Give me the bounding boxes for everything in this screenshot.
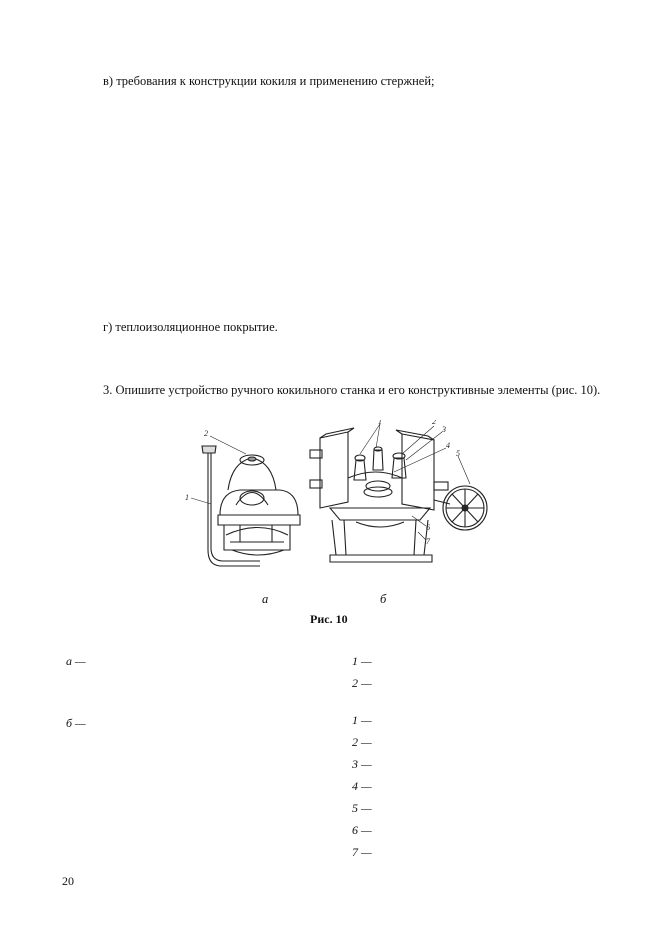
figure-sub-a: а bbox=[262, 592, 269, 606]
figure-sub-b: б bbox=[380, 592, 387, 606]
answer-b-line: 2 — bbox=[352, 735, 372, 749]
callout-a-2: 2 bbox=[204, 429, 208, 438]
answer-b-line: 4 — bbox=[352, 779, 372, 793]
answer-b-line: 6 — bbox=[352, 823, 372, 837]
machine-drawing bbox=[180, 420, 500, 585]
callout-b-3: 3 bbox=[442, 425, 446, 434]
figure-10 bbox=[180, 420, 500, 585]
item-g: г) теплоизоляционное покрытие. bbox=[103, 320, 278, 334]
answer-b-line: 1 — bbox=[352, 713, 372, 727]
answer-b-line: 5 — bbox=[352, 801, 372, 815]
callout-b-2: 2 bbox=[432, 420, 436, 426]
answer-b-line: 3 — bbox=[352, 757, 372, 771]
answer-a-line: 1 — bbox=[352, 654, 372, 668]
callout-b-1: 1 bbox=[378, 420, 382, 426]
callout-a-1: 1 bbox=[185, 493, 189, 502]
answer-b-line: 7 — bbox=[352, 845, 372, 859]
page-number: 20 bbox=[62, 874, 74, 888]
callout-b-6: 6 bbox=[426, 523, 430, 532]
task-3-text: 3. Опишите устройство ручного кокильного станка и его конструктивные элементы (рис. 10). bbox=[103, 383, 601, 397]
callout-b-4: 4 bbox=[446, 441, 450, 450]
callout-b-7: 7 bbox=[426, 537, 430, 546]
answer-a-line: 2 — bbox=[352, 676, 372, 690]
answer-a-label: а — bbox=[66, 654, 86, 668]
item-v: в) требования к конструкции кокиля и применению стержней; bbox=[103, 74, 435, 88]
figure-caption: Рис. 10 bbox=[310, 612, 348, 626]
answer-b-label: б — bbox=[66, 716, 86, 730]
callout-b-5: 5 bbox=[456, 449, 460, 458]
